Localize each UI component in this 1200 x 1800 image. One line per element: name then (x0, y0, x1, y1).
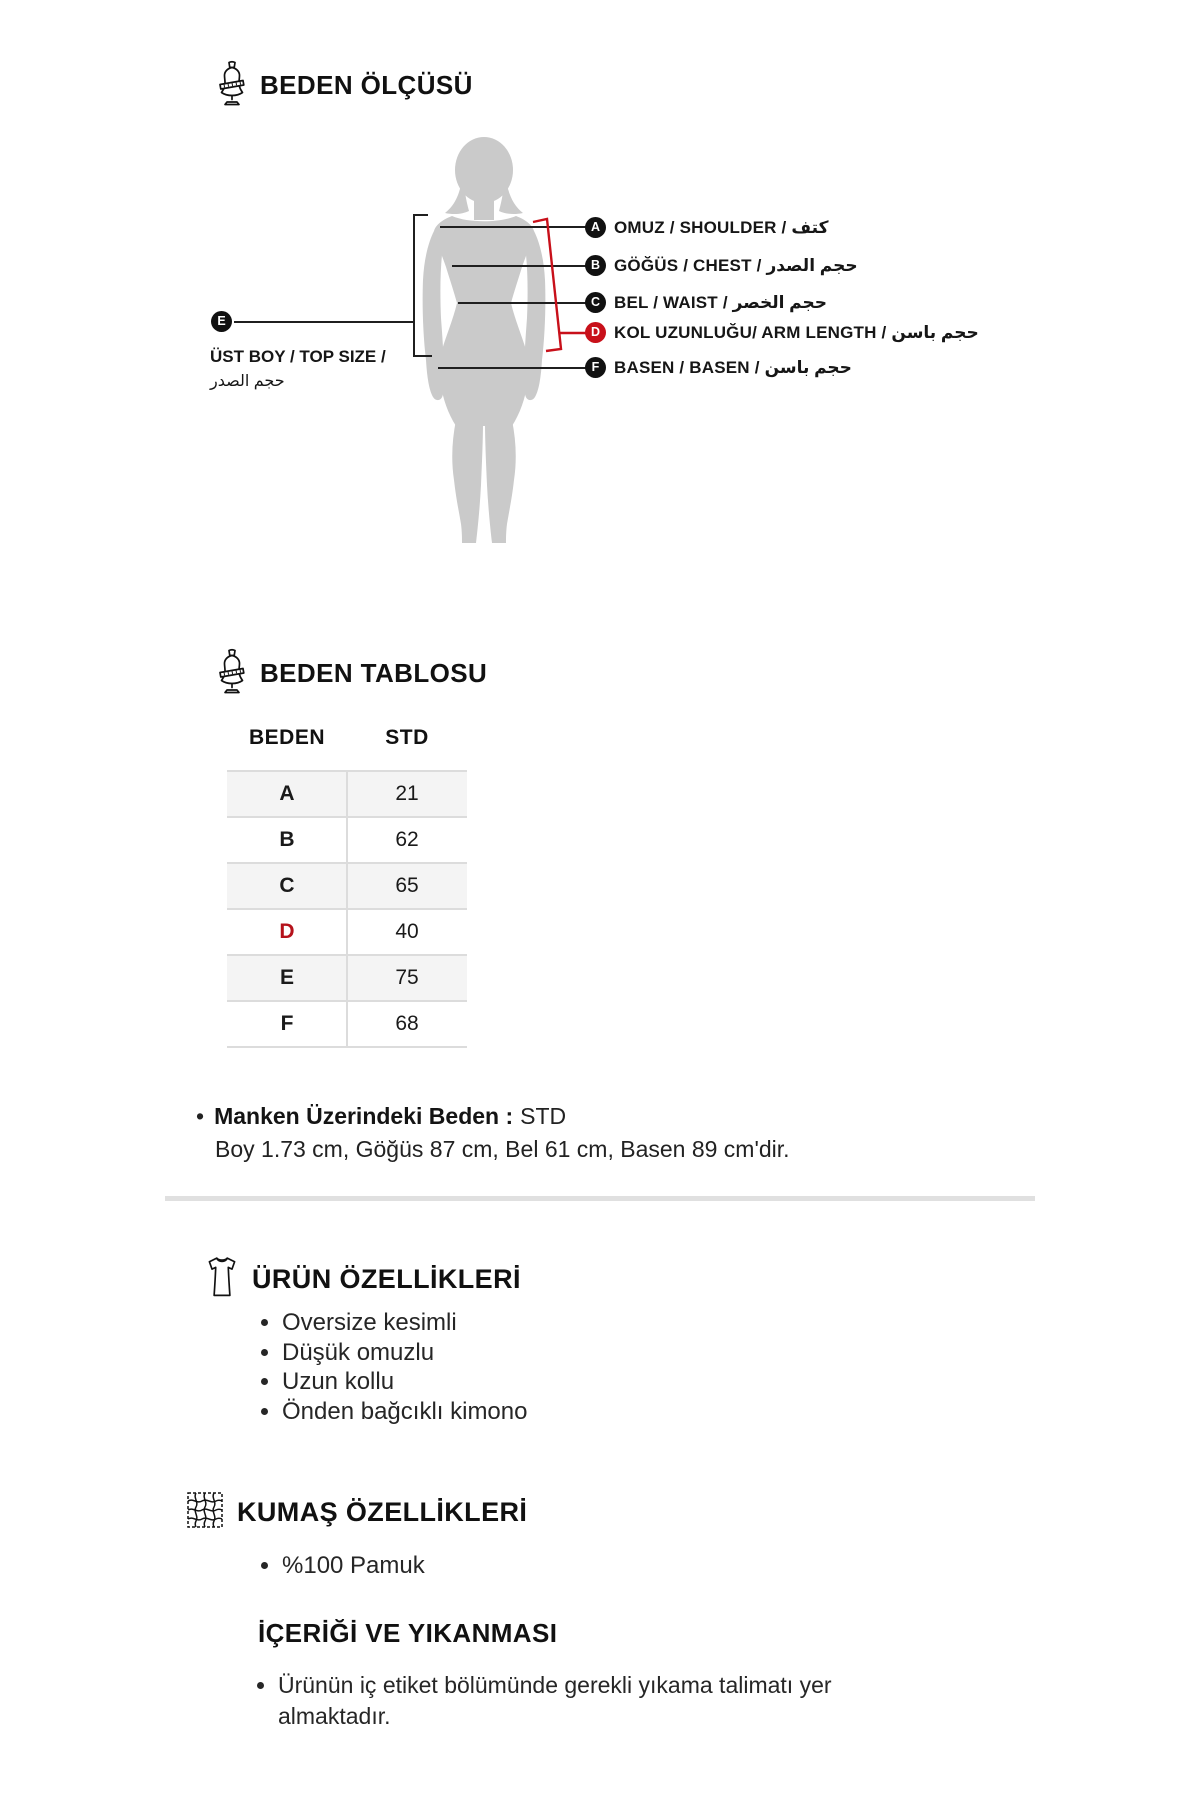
bullet-marker: • (196, 1103, 205, 1129)
care-list (248, 1670, 923, 1732)
section-divider (165, 1196, 1035, 1201)
table-row (227, 1002, 467, 1048)
measure-label-a: OMUZ / SHOULDER / كتف (614, 218, 829, 237)
measure-label-e-line1: ÜST BOY / TOP SIZE / (210, 347, 386, 366)
row-value: 68 (395, 1012, 419, 1035)
row-key: C (279, 874, 295, 897)
row-value: 21 (395, 782, 419, 805)
row-key: F (280, 1012, 294, 1035)
row-key: E (279, 966, 294, 989)
product-features-list (252, 1308, 527, 1426)
size-guide-title: BEDEN ÖLÇÜSÜ (260, 70, 473, 100)
model-note-detail: Boy 1.73 cm, Göğüs 87 cm, Bel 61 cm, Basen 89 cm'dir. (215, 1136, 790, 1162)
measure-badge-a: A (585, 217, 606, 238)
measure-label-c: BEL / WAIST / حجم الخصر (614, 293, 828, 312)
tshirt-icon (204, 1256, 240, 1303)
feature-item: • Düşük omuzlu (282, 1338, 527, 1368)
product-features-header (204, 1256, 521, 1303)
size-guide-header (216, 60, 473, 111)
table-row (227, 864, 467, 910)
fabric-features-header (185, 1486, 527, 1539)
row-key: B (279, 828, 295, 851)
fabric-weave-icon (185, 1486, 225, 1539)
row-value: 65 (395, 874, 419, 897)
measure-badge-c: C (585, 292, 606, 313)
table-row (227, 910, 467, 956)
feature-item: • Oversize kesimli (282, 1308, 527, 1338)
measure-label-b: GÖĞÜS / CHEST / حجم الصدر (614, 256, 858, 275)
measure-badge-e: E (211, 311, 232, 332)
feature-item: • Önden bağcıklı kimono (282, 1397, 527, 1427)
row-value: 75 (395, 966, 419, 989)
fabric-features-title: KUMAŞ ÖZELLİKLERİ (237, 1497, 528, 1527)
product-features-title: ÜRÜN ÖZELLİKLERİ (252, 1264, 521, 1294)
size-table-header (216, 648, 487, 699)
column-head-beden: BEDEN (248, 726, 325, 749)
model-size-note (196, 1100, 790, 1166)
row-value: 62 (395, 828, 419, 851)
row-key: A (279, 782, 295, 805)
body-silhouette (423, 137, 546, 543)
size-table-column-heads (227, 726, 467, 750)
fabric-list (252, 1551, 425, 1580)
table-row (227, 772, 467, 818)
table-row (227, 818, 467, 864)
care-item: • Ürünün iç etiket bölümünde gerekli yıkama talimatı yer almaktadır. (278, 1670, 923, 1732)
row-value: 40 (395, 920, 419, 943)
fabric-item: • %100 Pamuk (282, 1551, 425, 1580)
size-table-title: BEDEN TABLOSU (260, 658, 488, 688)
measure-badge-b: B (585, 255, 606, 276)
measure-label-d: KOL UZUNLUĞU/ ARM LENGTH / حجم باسن (614, 323, 979, 342)
mannequin-icon (216, 648, 248, 699)
feature-item: • Uzun kollu (282, 1367, 527, 1397)
measure-label-f: BASEN / BASEN / حجم باسن (614, 358, 852, 377)
measure-badge-d: D (585, 322, 606, 343)
mannequin-icon (216, 60, 248, 111)
care-title: İÇERİĞİ VE YIKANMASI (258, 1618, 558, 1648)
measure-badge-f: F (585, 357, 606, 378)
row-key-highlighted: D (279, 920, 295, 943)
size-table (227, 770, 467, 1048)
model-note-label: Manken Üzerindeki Beden : (214, 1103, 514, 1129)
table-row (227, 956, 467, 1002)
measure-label-e-line2: حجم الصدر (210, 373, 285, 390)
model-note-value: STD (520, 1103, 567, 1129)
column-head-std: STD (385, 726, 429, 749)
